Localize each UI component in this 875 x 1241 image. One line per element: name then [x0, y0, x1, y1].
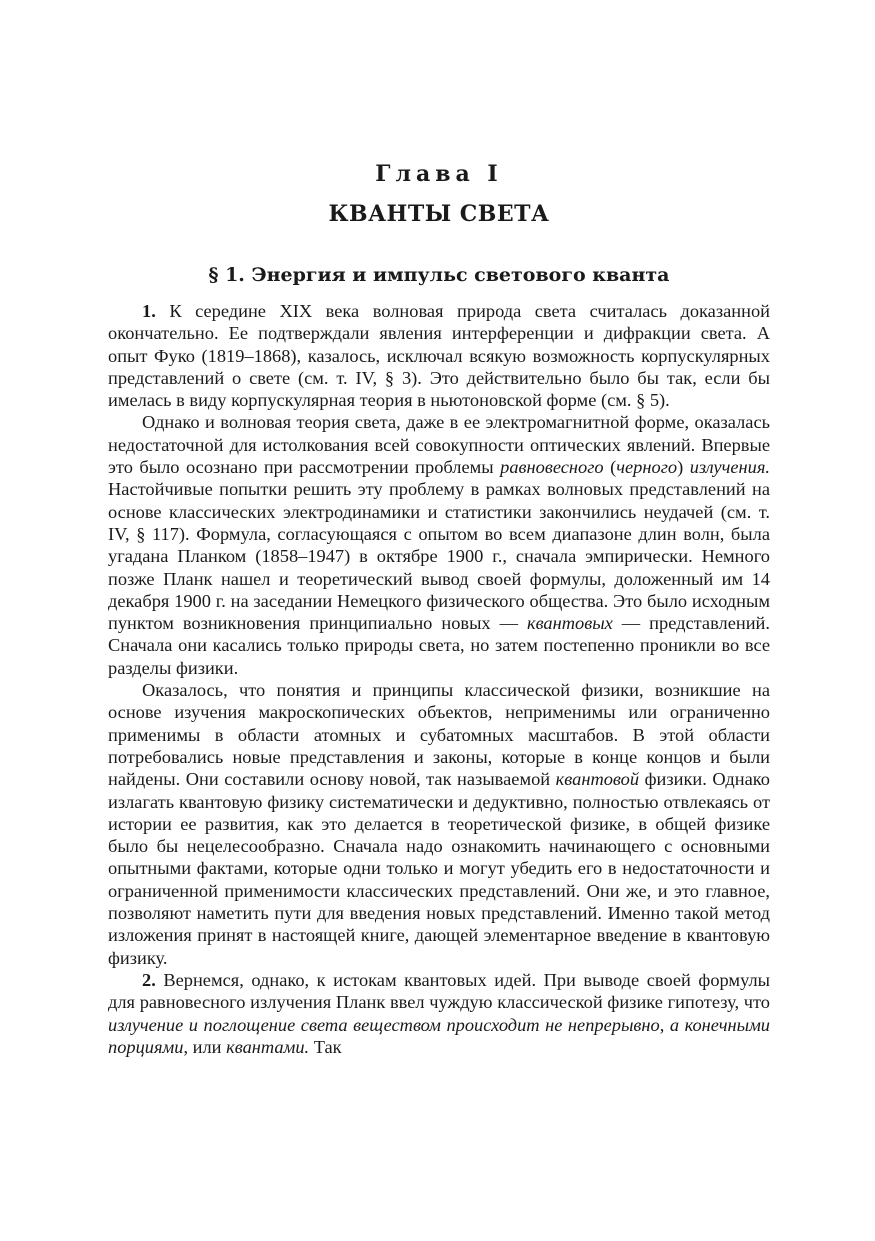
- page: [108, 160, 770, 1058]
- paragraph-text: ): [677, 457, 690, 478]
- paragraph-text: Оказалось, что понятия и принципы классической физики, возникшие на основе изучения макроскопических объектов, неприменимы или ограниченно применимы в области атомных и субатомных масштабов. В этой области потребовались новые представления и законы, которые в конце концов и были найдены. Они составили основу новой, так называемой: [108, 680, 770, 790]
- paragraph-number: 2.: [142, 969, 156, 990]
- paragraph-3: [108, 679, 770, 969]
- paragraph-text: (: [603, 457, 617, 478]
- paragraph-number: 1.: [142, 301, 156, 321]
- italic-term: излучение и поглощение света веществом происходит не непрерывно: [108, 1014, 660, 1035]
- italic-term: равновесного: [500, 457, 604, 478]
- paragraph-text: физики. Однако излагать квантовую физику систематически и дедуктивно, полностью отвлекаясь от истории ее развития, как это делается в теоретической физике, в общей физике было бы нецелесообразно. Сначала надо ознакомить начинающего с основными опытными фактами, которые одни только и могут убедить его в недостаточности и ограниченной применимости классических представлений. Они же, и это главное, позволяют наметить пути для введения новых представлений. Именно такой метод изложения принят в настоящей книге, дающей элементарное введение в квантовую физику.: [108, 769, 770, 968]
- paragraph-text: Вернемся, однако, к истокам квантовых идей. При выводе своей формулы для равновесного излучения Планк ввел чуждую классической физике гипотезу, что: [108, 969, 770, 1013]
- italic-term: а конечными порциями: [108, 1014, 771, 1057]
- italic-term: квантовой: [555, 769, 640, 790]
- paragraph-text: Так: [309, 1036, 342, 1057]
- paragraph-text: ,: [659, 1014, 670, 1035]
- italic-term: квантовых: [526, 613, 613, 634]
- italic-term: квантами.: [226, 1036, 310, 1057]
- paragraph-text: — представлений. Сначала они касались только природы света, но затем постепенно проникли во все разделы физики.: [108, 613, 770, 678]
- paragraph-1: [108, 300, 770, 411]
- paragraph-text: Однако и волновая теория света, даже в ее электромагнитной форме, оказалась недостаточной для истолкования всей совокупности оптических явлений. Впервые это было осознано при рассмотрении проблемы: [108, 412, 770, 478]
- paragraph-text: К середине XIX века волновая природа света считалась доказанной окончательно. Ее подтверждали явления интерференции и дифракции света. А опыт Фуко (1819–1868), казалось, исключал всякую возможность корпускулярных представлений о свете (см. т. IV, § 3). Это действительно было бы так, если бы имелась в виду корпускулярная теория в ньютоновской форме (см. § 5).: [108, 301, 770, 411]
- italic-term: излучения.: [689, 457, 770, 478]
- chapter-heading: Глава I: [375, 161, 503, 187]
- paragraph-text: , или: [183, 1036, 227, 1057]
- paragraph-4: [108, 969, 770, 1058]
- italic-term: черного: [616, 457, 678, 478]
- chapter-title: КВАНТЫ СВЕТА: [328, 201, 550, 227]
- paragraph-text: Настойчивые попытки решить эту проблему в рамках волновых представлений на основе классических электродинамики и статистики закончились неудачей (см. т. IV, § 117). Формула, согласующаяся с опытом во всем диапазоне длин волн, была угадана Планком (1858–1947) в октябре 1900 г., сначала эмпирически. Немного позже Планк нашел и теоретический вывод своей формулы, доложенный им 14 декабря 1900 г. на заседании Немецкого физического общества. Это было исходным пунктом возникновения принципиально новых —: [108, 479, 770, 634]
- paragraph-2: [108, 411, 770, 679]
- section-heading: § 1. Энергия и импульс светового кванта: [208, 264, 670, 286]
